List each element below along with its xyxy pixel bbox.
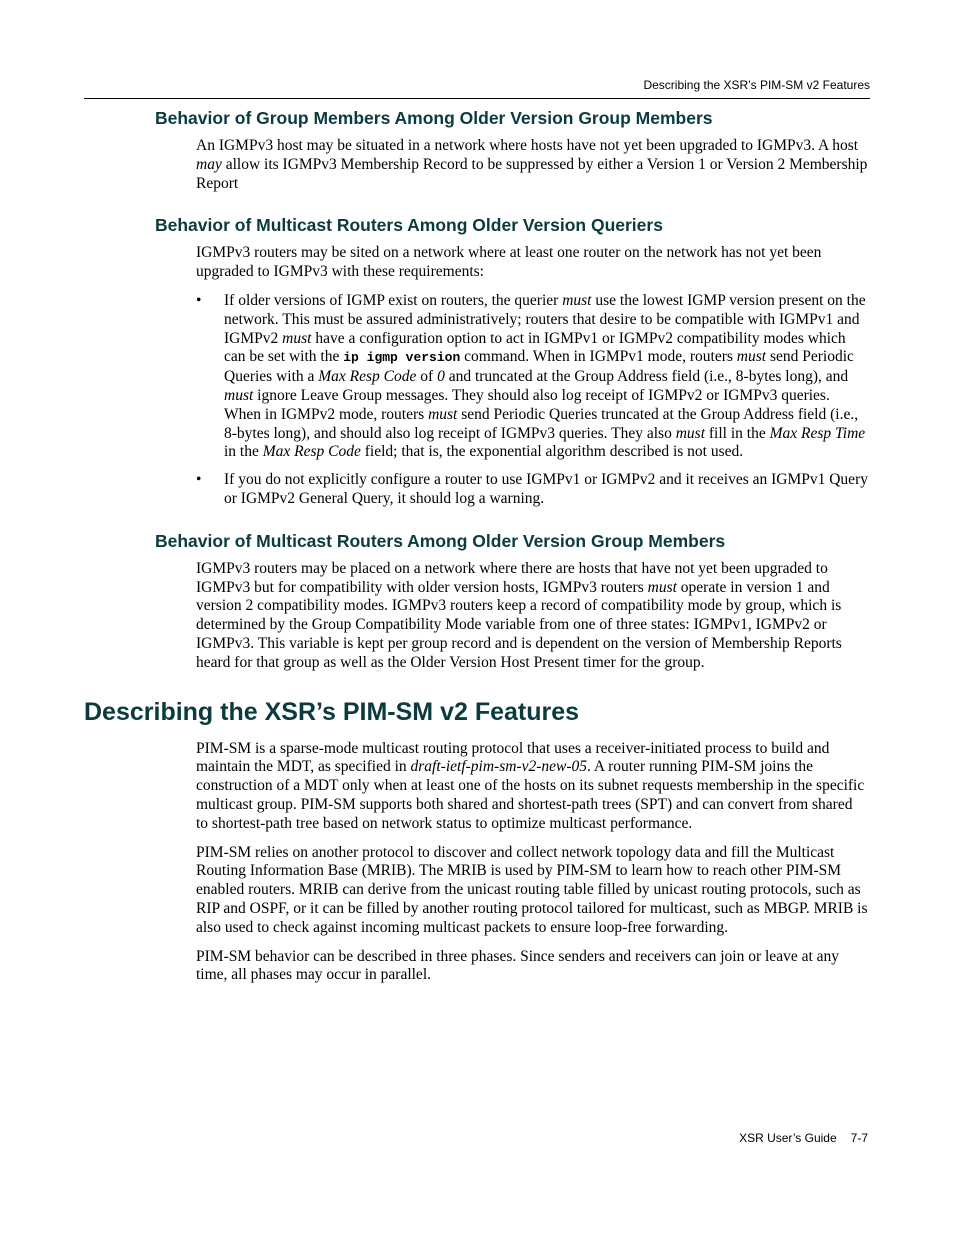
- section-heading: Behavior of Multicast Routers Among Older Version Queriers: [155, 215, 663, 236]
- chapter-section-title: Describing the XSR’s PIM-SM v2 Features: [84, 697, 580, 726]
- paragraph: An IGMPv3 host may be situated in a network where hosts have not yet been upgraded to IGMPv3. A host may allow its IGMPv3 Membership Record to be suppressed by either a Version 1 or Version 2 Membership Report: [196, 137, 868, 192]
- page-content: [0, 108, 954, 995]
- section-heading: Behavior of Multicast Routers Among Older Version Group Members: [155, 530, 726, 551]
- paragraph: PIM-SM behavior can be described in three phases. Since senders and receivers can join or leave at any time, all phases may occur in parallel.: [196, 947, 840, 984]
- draft-reference: draft-ietf-pim-sm-v2-new-05: [410, 758, 588, 776]
- paragraph: IGMPv3 routers may be placed on a network where there are hosts that have not yet been upgraded to IGMPv3 but for compatibility with older version hosts, IGMPv3 routers must operate in version 1 and version 2 compatibility modes. IGMPv3 routers keep a record of compatibility mode by group, which is determined by the Group Compatibility Mode variable from one of three states: IGMPv1, IGMPv2 or IGMPv3. This variable is kept per group record and is dependent on the version of Membership Reports heard for that group as well as the Older Version Host Present timer for the group.: [196, 559, 842, 671]
- list-item: • If you do not explicitly configure a router to use IGMPv1 or IGMPv2 and it receives an IGMPv1 Query or IGMPv2 General Query, it should log a warning.: [196, 471, 868, 507]
- page-number: 7-7: [850, 1131, 868, 1145]
- list-item: • If older versions of IGMP exist on routers, the querier must use the lowest IGMP version present on the network. This must be assured administratively; routers that desire to be compatible with IGMPv1 and IGMPv2 must have a configuration option to act in IGMPv1 or IGMPv2 compatibility modes which can be set with the ip igmp version command. When in IGMPv1 mode, routers must send Periodic Queries with a Max Resp Code of 0 and truncated at the Group Address field (i.e., 8-bytes long), and must ignore Leave Group messages. They should also log receipt of IGMPv2 or IGMPv3 queries. When in IGMPv2 mode, routers must send Periodic Queries truncated at the Group Address field (i.e., 8-bytes long), and should also log receipt of IGMPv3 queries. They also must fill in the Max Resp Time in the Max Resp Code field; that is, the exponential algorithm described is not used.: [196, 291, 866, 461]
- bullet-icon: •: [196, 471, 202, 489]
- bullet-list: [196, 292, 868, 509]
- paragraph: IGMPv3 routers may be sited on a network where at least one router on the network has not yet been upgraded to IGMPv3 with these requirements:: [196, 244, 822, 281]
- section-heading: Behavior of Group Members Among Older Version Group Members: [155, 108, 713, 128]
- guide-title: XSR User’s Guide: [739, 1131, 837, 1145]
- section-routers-older-group-members: [0, 531, 954, 673]
- bullet-icon: •: [196, 291, 202, 309]
- paragraph: PIM-SM relies on another protocol to discover and collect network topology data and fill the Multicast Routing Information Base (MRIB). The MRIB is used by PIM-SM to learn how to reach other PIM-SM enabled routers. MRIB can derive from the unicast routing table filled by unicast routing protocols, such as RIP and OSPF, or it can be filled by another routing protocol tailored for multicast, such as MBGP. MRIB is also used to check against incoming multicast packets to ensure loop-free forwarding.: [196, 843, 868, 936]
- running-footer: [739, 1131, 868, 1145]
- section-group-members-older-version: [0, 108, 954, 193]
- paragraph: PIM-SM is a sparse-mode multicast routing protocol that uses a receiver-initiated process to build and maintain the MDT, as specified in draft-ietf-pim-sm-v2-new-05. A router running PIM-SM joins the construction of a MDT only when at least one of the hosts on its subnet requests membership in the specific multicast group. PIM-SM supports both shared and shortest-path trees (SPT) and can convert from shared to shortest-path tree based on network status to optimize multicast performance.: [196, 739, 865, 832]
- section-pim-sm-features: [0, 697, 954, 986]
- header-rule: [84, 98, 870, 99]
- running-header: Describing the XSR’s PIM-SM v2 Features: [643, 78, 870, 92]
- section-routers-older-queriers: [0, 215, 954, 508]
- cli-command: ip igmp version: [343, 350, 461, 366]
